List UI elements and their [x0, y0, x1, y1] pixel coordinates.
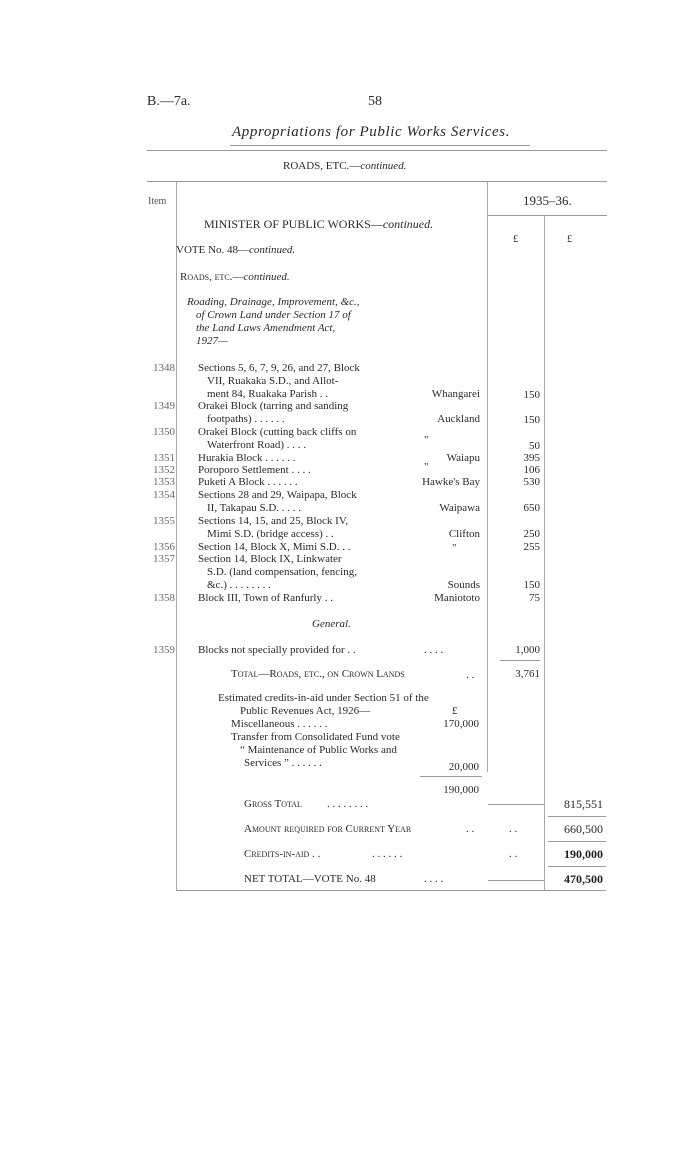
net-total-leaders: . . . . [424, 873, 444, 885]
credits-in-aid-rule [548, 866, 606, 867]
item-description-line: Hurakia Block . . . . . . [198, 452, 296, 464]
item-amount: 150 [523, 414, 540, 426]
item-description-line: Sections 14, 15, and 25, Block IV, [198, 515, 349, 527]
subtitle-text: ROADS, ETC.— [283, 160, 361, 172]
item-amount: 106 [523, 464, 540, 476]
item-number: 1351 [153, 452, 175, 464]
item-description-line: S.D. (land compensation, fencing, [207, 566, 357, 578]
credits-in-aid-leaders: . . . . . . [372, 848, 403, 860]
total-crown-lands-amount: 3,761 [515, 668, 540, 680]
item-district: Hawke's Bay [422, 476, 480, 488]
item-column-rule [176, 182, 177, 890]
credits-in-aid-value: 190,000 [564, 847, 603, 861]
item-description-line: II, Takapau S.D. . . . . [207, 502, 302, 514]
item-number: 1352 [153, 464, 175, 476]
amount-column-rule-middle [544, 216, 545, 890]
credits-line-1: Estimated credits-in-aid under Section 51 of the [218, 692, 429, 704]
roading-heading-line-2: of Crown Land under Section 17 of [196, 309, 351, 321]
column-unit-2: £ [567, 234, 572, 245]
total-crown-lands-leaders: . . [466, 669, 475, 681]
item-amount: 395 [523, 452, 540, 464]
header-rule [147, 181, 607, 182]
item-district: Maniototo [434, 592, 480, 604]
year-rule [487, 215, 607, 216]
roading-heading-line-3: the Land Laws Amendment Act, [196, 322, 336, 334]
roads-heading [180, 271, 290, 283]
credits-sum-value: 190,000 [443, 784, 479, 796]
item-description-line: Orakei Block (tarring and sanding [198, 400, 349, 412]
minister-heading-text: MINISTER OF PUBLIC WORKS— [204, 217, 383, 231]
gross-total-label: Gross Total [244, 798, 302, 810]
item-amount: 650 [523, 502, 540, 514]
credits-transfer-line-3: Services ” . . . . . . [244, 757, 322, 769]
item-amount: 75 [529, 592, 540, 604]
item-number: 1358 [153, 592, 175, 604]
credits-transfer-line-2: “ Maintenance of Public Works and [240, 744, 397, 756]
net-total-value: 470,500 [564, 872, 603, 886]
item-description-line: Block III, Town of Ranfurly . . [198, 592, 333, 604]
amount-required-mid-leaders: . . [509, 823, 518, 835]
general-item-amount: 1,000 [515, 644, 540, 656]
item-number: 1349 [153, 400, 175, 412]
vote-heading [176, 244, 295, 256]
item-description-line: Section 14, Block IX, Linkwater [198, 553, 342, 565]
item-description-line: Orakei Block (cutting back cliffs on [198, 426, 357, 438]
item-amount: 250 [523, 528, 540, 540]
gross-total-value: 815,551 [564, 797, 603, 811]
item-description-line: Waterfront Road) . . . . [207, 439, 306, 451]
general-item-description: Blocks not specially provided for . . [198, 644, 356, 656]
subtotal-rule [500, 660, 540, 661]
credits-misc-value: 170,000 [443, 718, 479, 730]
item-amount: 150 [523, 389, 540, 401]
item-description-line: VII, Ruakaka S.D., and Allot- [207, 375, 339, 387]
item-amount: 150 [523, 579, 540, 591]
column-year: 1935–36. [523, 193, 572, 208]
credits-misc-label: Miscellaneous . . . . . . [231, 718, 328, 730]
credits-sum-rule [420, 776, 482, 777]
net-total-label: NET TOTAL—VOTE No. 48 [244, 873, 376, 885]
subtitle-continued: continued. [360, 160, 407, 172]
minister-heading [204, 218, 433, 231]
amount-required-value: 660,500 [564, 822, 603, 836]
item-number: 1359 [153, 644, 175, 656]
item-number: 1354 [153, 489, 175, 501]
gross-total-rule-left [488, 804, 544, 805]
table-bottom-rule [176, 890, 606, 891]
item-district: Whangarei [431, 388, 480, 400]
item-district: " [452, 542, 457, 554]
item-district: Sounds [447, 579, 480, 591]
vote-heading-text: VOTE No. 48— [176, 244, 250, 256]
minister-heading-continued: continued. [382, 217, 434, 231]
document-reference: B.—7a. [147, 94, 191, 109]
item-district: Auckland [437, 413, 480, 425]
total-crown-lands-label: Total—Roads, etc., on Crown Lands [231, 668, 405, 680]
title-rule [230, 145, 530, 146]
page-title: Appropriations for Public Works Services. [232, 124, 511, 140]
credits-in-aid-label: Credits-in-aid . . [244, 848, 321, 860]
item-description-line: &c.) . . . . . . . . [207, 579, 271, 591]
item-amount: 255 [523, 541, 540, 553]
gross-total-rule-right [548, 816, 606, 817]
item-number: 1353 [153, 476, 175, 488]
item-district: " [424, 434, 429, 446]
item-number: 1357 [153, 553, 175, 565]
item-description-line: Mimi S.D. (bridge access) . . [207, 528, 334, 540]
item-description-line: ment 84, Ruakaka Parish . . [207, 388, 328, 400]
item-description-line: Sections 28 and 29, Waipapa, Block [198, 489, 357, 501]
credits-in-aid-mid-leaders: . . [509, 848, 518, 860]
amount-required-rule [548, 841, 606, 842]
credits-transfer-value: 20,000 [448, 761, 479, 773]
item-description-line: Section 14, Block X, Mimi S.D. . . [198, 541, 351, 553]
item-number: 1350 [153, 426, 175, 438]
amount-required-leaders: . . [466, 823, 475, 835]
item-district: " [424, 461, 429, 473]
item-amount: 50 [529, 440, 540, 452]
roading-heading-line-4: 1927— [196, 335, 228, 347]
credits-line-2: Public Revenues Act, 1926— [240, 705, 371, 717]
general-heading: General. [312, 618, 351, 630]
net-total-rule-left [488, 880, 544, 881]
amount-column-rule-left [487, 182, 488, 772]
credits-unit: £ [452, 705, 458, 717]
table-top-rule [147, 150, 607, 151]
item-district: Waiapu [446, 452, 480, 464]
item-description-line: footpaths) . . . . . . [207, 413, 285, 425]
general-item-leaders: . . . . [424, 644, 444, 656]
roads-heading-continued: continued. [243, 271, 290, 283]
column-item: Item [148, 196, 167, 207]
section-subtitle [283, 160, 406, 172]
item-district: Waipawa [439, 502, 480, 514]
column-unit-1: £ [513, 234, 518, 245]
item-district: Clifton [448, 528, 480, 540]
page-number: 58 [368, 94, 382, 109]
item-description-line: Puketi A Block . . . . . . [198, 476, 298, 488]
item-description-line: Sections 5, 6, 7, 9, 26, and 27, Block [198, 362, 360, 374]
credits-transfer-line-1: Transfer from Consolidated Fund vote [231, 731, 400, 743]
amount-required-label: Amount required for Current Year [244, 823, 412, 835]
item-number: 1356 [153, 541, 175, 553]
vote-heading-continued: continued. [249, 244, 296, 256]
item-number: 1355 [153, 515, 175, 527]
roading-heading-line-1: Roading, Drainage, Improvement, &c., [187, 296, 360, 308]
item-number: 1348 [153, 362, 175, 374]
item-description-line: Poroporo Settlement . . . . [198, 464, 311, 476]
gross-total-leaders: . . . . . . . . [327, 798, 369, 810]
roads-heading-text: Roads, etc.— [180, 271, 244, 283]
item-amount: 530 [523, 476, 540, 488]
